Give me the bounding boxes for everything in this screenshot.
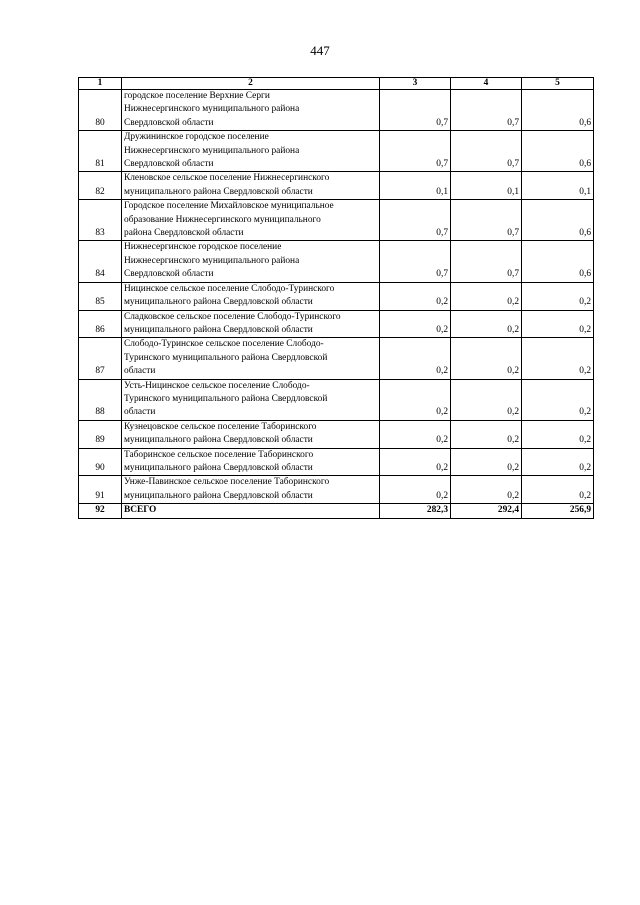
table-row <box>79 448 594 476</box>
row-name: Городское поселение Михайловское муниципальное образование Нижнесергинского муниципального района Свердловской области <box>122 200 380 241</box>
table-row <box>79 379 594 420</box>
row-col-3: 0,2 <box>380 379 451 420</box>
row-number: 81 <box>79 131 122 172</box>
data-table <box>78 77 594 519</box>
row-name: городское поселение Верхние Серги Нижнесергинского муниципального района Свердловской области <box>122 90 380 131</box>
row-col-4: 0,7 <box>451 241 522 282</box>
row-col-5: 0,2 <box>522 338 594 379</box>
row-number: 83 <box>79 200 122 241</box>
row-name: Слободо-Туринское сельское поселение Слободо- Туринского муниципального района Свердловской области <box>122 338 380 379</box>
row-col-4: 0,2 <box>451 476 522 504</box>
row-name: Ницинское сельское поселение Слободо-Туринского муниципального района Свердловской области <box>122 282 380 310</box>
row-name: Дружининское городское поселение Нижнесергинского муниципального района Свердловской области <box>122 131 380 172</box>
row-number: 86 <box>79 310 122 338</box>
row-name: Усть-Ницинское сельское поселение Слободо- Туринского муниципального района Свердловской области <box>122 379 380 420</box>
row-col-4: 0,7 <box>451 131 522 172</box>
row-col-5: 0,6 <box>522 241 594 282</box>
table-row <box>79 282 594 310</box>
row-col-3: 0,2 <box>380 448 451 476</box>
row-col-3: 0,2 <box>380 282 451 310</box>
table-row <box>79 310 594 338</box>
row-col-4: 0,7 <box>451 90 522 131</box>
row-col-4: 0,1 <box>451 172 522 200</box>
row-col-3: 0,7 <box>380 90 451 131</box>
row-col-5: 0,2 <box>522 310 594 338</box>
row-col-4: 0,2 <box>451 310 522 338</box>
table-row <box>79 338 594 379</box>
header-row <box>79 78 594 90</box>
total-label: ВСЕГО <box>122 504 380 518</box>
row-col-5: 0,2 <box>522 282 594 310</box>
row-col-5: 0,6 <box>522 200 594 241</box>
row-col-5: 0,6 <box>522 131 594 172</box>
row-col-3: 0,1 <box>380 172 451 200</box>
row-col-3: 0,2 <box>380 338 451 379</box>
row-col-5: 0,1 <box>522 172 594 200</box>
row-col-3: 0,7 <box>380 200 451 241</box>
table-row <box>79 476 594 504</box>
header-col-3: 3 <box>380 78 451 90</box>
table-row <box>79 420 594 448</box>
row-col-3: 0,2 <box>380 420 451 448</box>
row-number: 84 <box>79 241 122 282</box>
page-number: 447 <box>310 43 330 58</box>
row-col-4: 0,2 <box>451 379 522 420</box>
header-col-1: 1 <box>79 78 122 90</box>
row-number: 87 <box>79 338 122 379</box>
row-name: Кленовское сельское поселение Нижнесергинского муниципального района Свердловской области <box>122 172 380 200</box>
total-col-3: 282,3 <box>380 504 451 518</box>
row-col-3: 0,2 <box>380 310 451 338</box>
table-row <box>79 172 594 200</box>
row-col-3: 0,2 <box>380 476 451 504</box>
row-col-5: 0,2 <box>522 476 594 504</box>
row-col-4: 0,2 <box>451 448 522 476</box>
row-col-4: 0,7 <box>451 200 522 241</box>
total-row <box>79 504 594 518</box>
row-col-5: 0,6 <box>522 90 594 131</box>
row-col-3: 0,7 <box>380 131 451 172</box>
row-number: 88 <box>79 379 122 420</box>
table-row <box>79 200 594 241</box>
header-col-4: 4 <box>451 78 522 90</box>
row-col-5: 0,2 <box>522 379 594 420</box>
row-number: 91 <box>79 476 122 504</box>
table-row <box>79 131 594 172</box>
total-col-4: 292,4 <box>451 504 522 518</box>
table-row <box>79 90 594 131</box>
table-row <box>79 241 594 282</box>
header-col-5: 5 <box>522 78 594 90</box>
row-name: Кузнецовское сельское поселение Таборинского муниципального района Свердловской области <box>122 420 380 448</box>
total-col-5: 256,9 <box>522 504 594 518</box>
row-name: Сладковское сельское поселение Слободо-Туринского муниципального района Свердловской области <box>122 310 380 338</box>
row-name: Унже-Павинское сельское поселение Таборинского муниципального района Свердловской области <box>122 476 380 504</box>
row-col-5: 0,2 <box>522 448 594 476</box>
row-col-4: 0,2 <box>451 282 522 310</box>
row-number: 90 <box>79 448 122 476</box>
total-num: 92 <box>79 504 122 518</box>
row-number: 80 <box>79 90 122 131</box>
row-col-3: 0,7 <box>380 241 451 282</box>
row-number: 89 <box>79 420 122 448</box>
table-body <box>79 90 594 519</box>
row-name: Таборинское сельское поселение Таборинского муниципального района Свердловской области <box>122 448 380 476</box>
header-col-2: 2 <box>122 78 380 90</box>
row-number: 85 <box>79 282 122 310</box>
row-col-4: 0,2 <box>451 420 522 448</box>
row-name: Нижнесергинское городское поселение Нижнесергинского муниципального района Свердловской области <box>122 241 380 282</box>
row-col-4: 0,2 <box>451 338 522 379</box>
row-col-5: 0,2 <box>522 420 594 448</box>
row-number: 82 <box>79 172 122 200</box>
